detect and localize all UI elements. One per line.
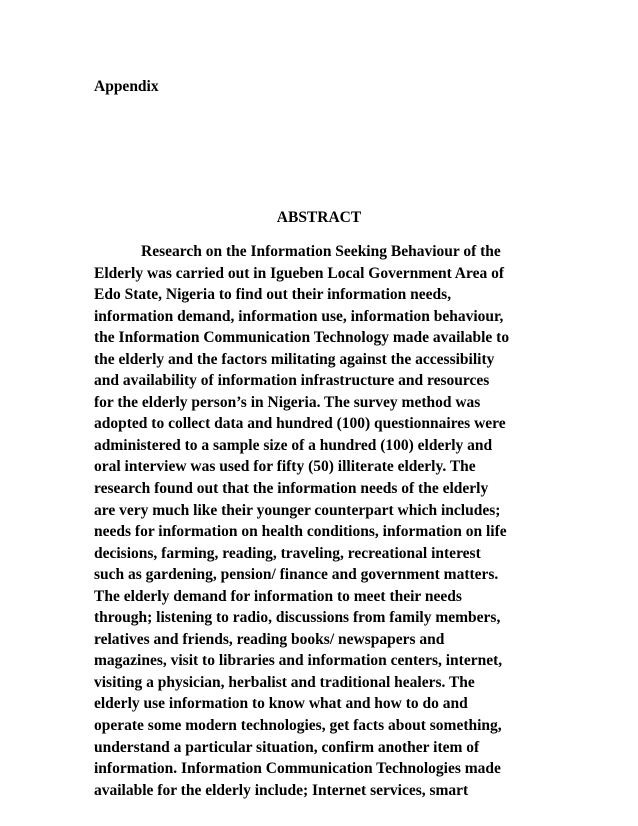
abstract-line: the Information Communication Technology made available to [94, 329, 510, 347]
abstract-title: ABSTRACT [276, 209, 362, 226]
abstract-line: Research on the Information Seeking Behaviour of the [141, 243, 501, 260]
abstract-line: research found out that the information needs of the elderly [94, 480, 489, 498]
abstract-line: Elderly was carried out in Igueben Local Government Area of [94, 264, 505, 282]
abstract-line: the elderly and the factors militating against the accessibility [94, 350, 495, 368]
abstract-line: are very much like their younger counterpart which includes; [94, 501, 501, 519]
abstract-line: elderly use information to know what and how to do and [94, 695, 468, 713]
abstract-line: adopted to collect data and hundred (100) questionnaires were [94, 415, 506, 433]
abstract-line: and availability of information infrastructure and resources [94, 372, 490, 390]
abstract-line: oral interview was used for fifty (50) illiterate elderly. The [94, 458, 476, 476]
abstract-line: information. Information Communication Technologies made [94, 760, 501, 778]
abstract-line: needs for information on health conditions, information on life [94, 523, 507, 541]
abstract-line: magazines, visit to libraries and information centers, internet, [94, 652, 503, 670]
abstract-line: decisions, farming, reading, traveling, recreational interest [94, 544, 481, 562]
abstract-body [94, 241, 554, 801]
abstract-line: Edo State, Nigeria to find out their information needs, [94, 286, 452, 304]
abstract-line: visiting a physician, herbalist and traditional healers. The [94, 673, 475, 691]
abstract-line: such as gardening, pension/ finance and government matters. [94, 566, 499, 584]
appendix-heading: Appendix [94, 78, 159, 95]
abstract-line: information demand, information use, information behaviour, [94, 307, 504, 325]
abstract-line: through; listening to radio, discussions from family members, [94, 609, 501, 627]
abstract-line: for the elderly person’s in Nigeria. The survey method was [94, 393, 481, 411]
abstract-line: The elderly demand for information to meet their needs [94, 587, 462, 605]
abstract-line: relatives and friends, reading books/ newspapers and [94, 630, 445, 648]
abstract-line: administered to a sample size of a hundred (100) elderly and [94, 436, 493, 454]
abstract-line: understand a particular situation, confirm another item of [94, 738, 480, 756]
abstract-line: operate some modern technologies, get facts about something, [94, 717, 502, 735]
abstract-line: available for the elderly include; Internet services, smart [94, 781, 469, 799]
